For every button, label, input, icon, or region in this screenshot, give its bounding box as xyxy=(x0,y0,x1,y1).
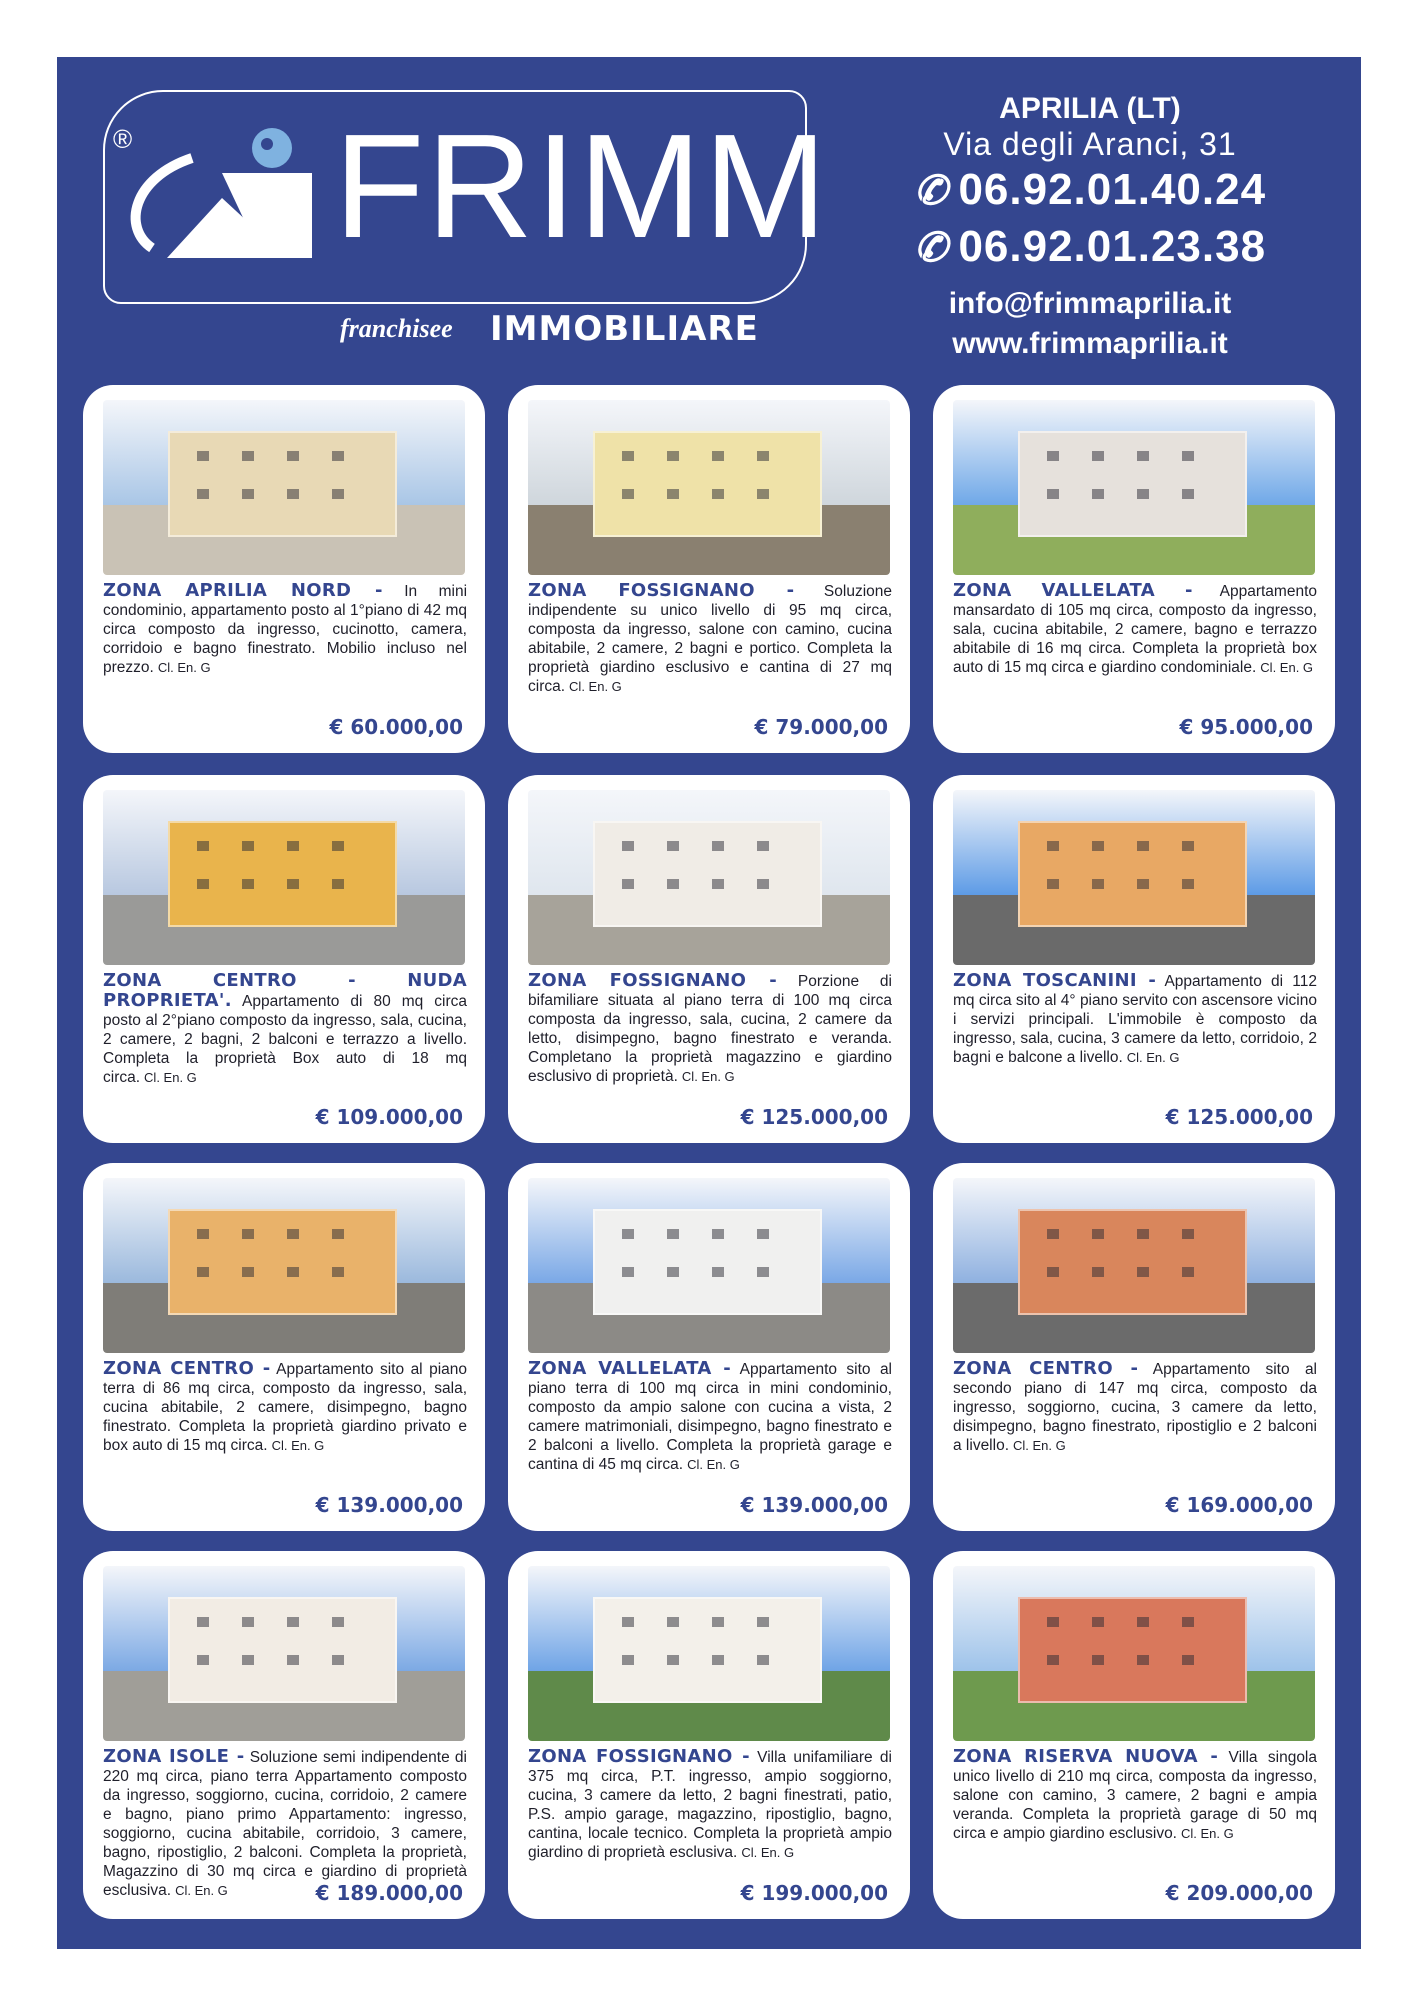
listing-text xyxy=(103,581,467,677)
listing-zone: ZONA APRILIA NORD - xyxy=(103,580,383,601)
property-photo[interactable] xyxy=(953,1566,1315,1741)
energy-class: Cl. En. G xyxy=(1181,1826,1234,1841)
listing-text xyxy=(103,971,467,1087)
energy-class: Cl. En. G xyxy=(271,1438,325,1453)
phone-2-number: 06.92.01.23.38 xyxy=(958,222,1267,271)
listing-card[interactable] xyxy=(933,385,1335,753)
listing-price: € 209.000,00 xyxy=(1165,1881,1313,1905)
listing-description: Appartamento sito al piano terra di 86 mq circa, composto da ingresso, sala, cucina abitabile, 2 camere, disimpegno, bagno finestrato. Completa la proprietà giardino privato e box auto di 15 mq circa. xyxy=(103,1361,468,1454)
property-photo[interactable] xyxy=(103,1178,465,1353)
property-photo[interactable] xyxy=(528,400,890,575)
listing-text xyxy=(103,1747,467,1900)
listing-card[interactable] xyxy=(508,385,910,753)
listing-description: Villa singola unico livello di 210 mq circa, composta da ingresso, salone con camino, 3 camere, 2 bagni e ampia veranda. Completa la proprietà garage di 50 mq circa e ampio giardino esclusivo. xyxy=(953,1749,1318,1842)
listing-text xyxy=(953,581,1317,677)
listing-zone: ZONA RISERVA NUOVA - xyxy=(953,1746,1219,1767)
listing-text xyxy=(953,1747,1317,1843)
energy-class: Cl. En. G xyxy=(687,1457,740,1472)
listing-price: € 139.000,00 xyxy=(740,1493,888,1517)
registered-mark: ® xyxy=(113,124,133,154)
listing-price: € 125.000,00 xyxy=(740,1105,888,1129)
listing-zone: ZONA CENTRO - xyxy=(953,1358,1139,1379)
phone-1-number: 06.92.01.40.24 xyxy=(958,165,1267,214)
listing-description: Appartamento mansardato di 105 mq circa, composto da ingresso, sala, cucina abitabile, 2 camere, bagno e terrazzo abitabile di 16 mq circa. Completa la proprietà box auto di 15 mq circa e giardino condominiale. xyxy=(953,583,1318,676)
phone-icon: ✆ xyxy=(913,226,949,270)
listing-zone: ZONA FOSSIGNANO - xyxy=(528,970,778,991)
listing-zone: ZONA CENTRO - xyxy=(103,1358,271,1379)
energy-class: Cl. En. G xyxy=(741,1845,795,1860)
energy-class: Cl. En. G xyxy=(1126,1050,1180,1065)
listing-price: € 109.000,00 xyxy=(315,1105,463,1129)
listing-card[interactable] xyxy=(83,1163,485,1531)
energy-class: Cl. En. G xyxy=(157,660,211,675)
listing-description: Appartamento di 80 mq circa posto al 2°piano composto da ingresso, sala, cucina, 2 camere, 2 bagni, 2 balconi e terrazzo a livello. Completa la proprietà Box auto di 18 mq circa. xyxy=(103,993,467,1086)
property-photo[interactable] xyxy=(953,400,1315,575)
listing-zone: ZONA TOSCANINI - xyxy=(953,970,1157,991)
address: Via degli Aranci, 31 xyxy=(943,126,1237,162)
property-photo[interactable] xyxy=(953,1178,1315,1353)
listing-description: Soluzione semi indipendente di 220 mq circa, piano terra Appartamento composto da ingresso, soggiorno, cucina, corridoio, 2 camere e bagno, piano primo Appartamento: ingresso, soggiorno, cucina abitabile, corridoio, 3 camere, bagno, ripostiglio, 2 balconi. Completa la proprietà, Magazzino di 30 mq circa e giardino di proprietà esclusiva. xyxy=(103,1749,467,1899)
property-photo[interactable] xyxy=(528,1178,890,1353)
listing-zone: ZONA VALLELATA - xyxy=(528,1358,732,1379)
listing-description: In mini condominio, appartamento posto al 1°piano di 42 mq circa composto da ingresso, cucinotto, camera, corridoio e bagno finestrato. Mobilio incluso nel prezzo. xyxy=(103,583,468,676)
listing-text xyxy=(528,1359,892,1474)
listing-card[interactable] xyxy=(508,1163,910,1531)
contact-block xyxy=(870,92,1310,364)
listing-text xyxy=(528,1747,892,1862)
listing-description: Porzione di bifamiliare situata al piano terra di 100 mq circa composta da ingresso, sala, cucina, 2 camere da letto, disimpegno, bagno finestrato e veranda. Completano la proprietà magazzino e giardino esclusivo di proprietà. xyxy=(528,973,892,1085)
listing-zone: ZONA CENTRO - NUDA PROPRIETA'. xyxy=(103,970,467,1011)
listing-text xyxy=(953,971,1317,1067)
property-photo[interactable] xyxy=(953,790,1315,965)
listing-text xyxy=(103,1359,467,1455)
listing-text xyxy=(528,581,892,696)
listing-description: Villa unifamiliare di 375 mq circa, P.T. ingresso, ampio soggiorno, cucina, 3 camere da letto, 2 bagni finestrati, patio, P.S. ampio garage, magazzino, ripostiglio, bagno, cantina, locale tecnico. Completa la proprietà ampio giardino di proprietà esclusiva. xyxy=(528,1749,892,1861)
listing-card[interactable] xyxy=(933,1551,1335,1919)
listing-price: € 139.000,00 xyxy=(315,1493,463,1517)
listing-price: € 95.000,00 xyxy=(1179,715,1313,739)
listing-text xyxy=(528,971,892,1086)
phone-icon: ✆ xyxy=(913,169,949,213)
energy-class: Cl. En. G xyxy=(144,1070,197,1085)
listing-zone: ZONA ISOLE - xyxy=(103,1746,245,1767)
email-link[interactable]: info@frimmaprilia.it xyxy=(948,287,1232,320)
phone-2[interactable] xyxy=(870,219,1310,276)
listing-price: € 169.000,00 xyxy=(1165,1493,1313,1517)
listing-card[interactable] xyxy=(933,775,1335,1143)
logo-wordmark: FRIMM xyxy=(334,104,829,269)
listing-card[interactable] xyxy=(508,1551,910,1919)
listing-description: Soluzione indipendente su unico livello di 95 mq circa, composta da ingresso, salone con camino, cucina abitabile, 2 camere, 2 bagni e portico. Completa la proprietà giardino esclusivo e cantina di 27 mq circa. xyxy=(528,583,892,695)
listing-text xyxy=(953,1359,1317,1455)
listing-description: Appartamento sito al secondo piano di 147 mq circa, composto da ingresso, soggiorno, cucina, 3 camere da letto, disimpegno, bagno finestrato, ripostiglio e 2 balconi a livello. xyxy=(953,1361,1318,1454)
website-link[interactable]: www.frimmaprilia.it xyxy=(952,327,1228,360)
listing-price: € 199.000,00 xyxy=(740,1881,888,1905)
frimm-logo-icon xyxy=(112,118,342,268)
listing-price: € 79.000,00 xyxy=(754,715,888,739)
listing-price: € 60.000,00 xyxy=(329,715,463,739)
listing-zone: ZONA FOSSIGNANO - xyxy=(528,1746,750,1767)
energy-class: Cl. En. G xyxy=(681,1069,735,1084)
listing-description: Appartamento di 112 mq circa sito al 4° piano servito con ascensore vicino i servizi principali. L'immobile è composto da ingresso, sala, cucina, 3 camere da letto, corridoio, 2 bagni e balcone a livello. xyxy=(953,973,1317,1066)
listing-zone: ZONA VALLELATA - xyxy=(953,580,1193,601)
listing-card[interactable] xyxy=(83,775,485,1143)
city: APRILIA (LT) xyxy=(999,92,1181,125)
energy-class: Cl. En. G xyxy=(1013,1438,1066,1453)
phone-1[interactable] xyxy=(870,162,1310,219)
property-photo[interactable] xyxy=(528,790,890,965)
energy-class: Cl. En. G xyxy=(569,679,622,694)
listing-card[interactable] xyxy=(933,1163,1335,1531)
listing-card[interactable] xyxy=(83,1551,485,1919)
immobiliare-label: IMMOBILIARE xyxy=(490,309,759,349)
franchisee-label: franchisee xyxy=(340,314,453,343)
property-photo[interactable] xyxy=(103,400,465,575)
property-photo[interactable] xyxy=(103,790,465,965)
energy-class: Cl. En. G xyxy=(1260,660,1314,675)
energy-class: Cl. En. G xyxy=(175,1883,228,1898)
listing-card[interactable] xyxy=(508,775,910,1143)
property-photo[interactable] xyxy=(103,1566,465,1741)
listing-price: € 125.000,00 xyxy=(1165,1105,1313,1129)
listing-zone: ZONA FOSSIGNANO - xyxy=(528,580,795,601)
listing-description: Appartamento sito al piano terra di 100 mq circa in mini condominio, composto da ampio salone con cucina a vista, 2 camere matrimoniali, disimpegno, bagno finestrato e 2 balconi a livello. Completa la proprietà garage e cantina di 45 mq circa. xyxy=(528,1361,893,1473)
property-photo[interactable] xyxy=(528,1566,890,1741)
listing-price: € 189.000,00 xyxy=(315,1881,463,1905)
listing-card[interactable] xyxy=(83,385,485,753)
